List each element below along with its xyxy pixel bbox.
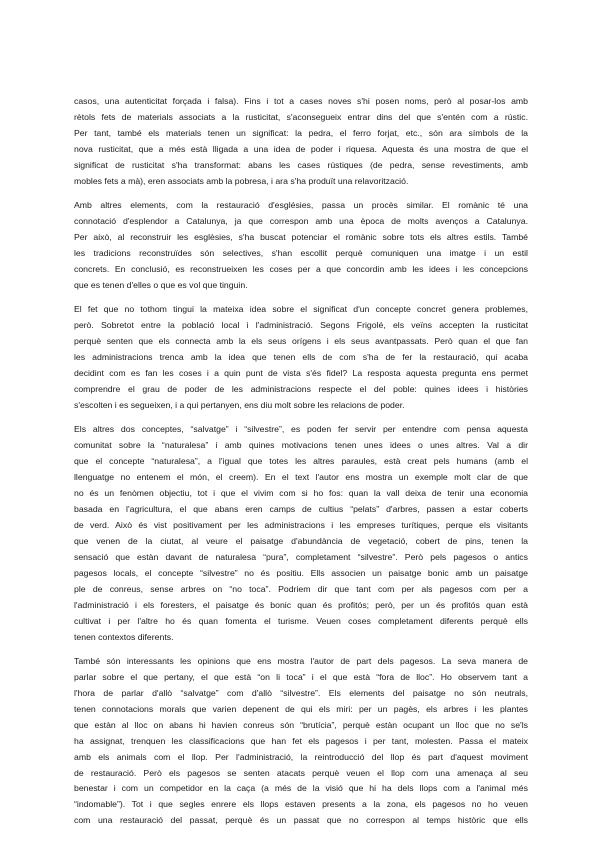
text-line: tenen connotacions morals que varien depenent de qui els miri: per un pagès, els arbres i les plantes [74, 703, 528, 714]
text-line: Els altres dos conceptes, “salvatge” i “silvestre”, es poden fer servir per entendre com pensa aquesta [74, 424, 528, 435]
text-line: parlar sobre el que pertany, el que està “on li toca” i el que està “fora de lloc”. Ho observem tant a [74, 671, 528, 682]
text-line: ple de conreus, sense arbres on “no toca”. Podriem dir que tant com per als pagesos com per a [74, 583, 528, 594]
text-line: “indomable”). Tot i que segles enrere els llops estaven presents a la zona, els pagesos no ho veuen [74, 799, 528, 810]
text-line: sensació que estàn davant de naturalesa “pura”, completament “silvestre”. Però pels pagesos o antics [74, 551, 528, 562]
text-line: l'administració i els foresters, el paisatge és bonic quan és profitós; però, per un és profitós quan està [74, 599, 528, 610]
text-line: de verd. Això és vist positivament per les administracions i les empreses turítiques, perque els visitants [74, 519, 528, 530]
text-line: que venen de la ciutat, al veure el paisatge d'abundància de vegetació, cobert de pins, tenen la [74, 535, 528, 546]
text-line: les administracions trenca amb la idea que tenen ells de com s'ha de fer la restauració, qui acaba [74, 352, 528, 363]
text-line: Per tant, també els materials tenen un significat: la pedra, el ferro forjat, etc., són ara símbols de la [74, 127, 528, 138]
text-line: comprendre el grau de poder de les administracions respecte el del poble: quines idees i històries [74, 383, 528, 394]
text-line: que estàn al lloc on abans hi havien conreus són “brutícia”, perquè estàn ocupant un lloc que no se'ls [74, 719, 528, 730]
text-line: cultivat i per l'altre ho és quan fomenta el turisme. Veuen coses completament diferents perquè ells [74, 615, 528, 626]
text-line: connotació d'esplendor a Catalunya, ja que correspon amb una època de molts avenços a Catalunya. [74, 216, 528, 227]
text-line: casos, una autenticitat forçada i falsa). Fins i tot a cases noves s'hi posen noms, però al posar-los amb [74, 96, 528, 106]
paragraph [74, 198, 528, 294]
text-line: l'hora de parlar d'allò “salvatge” com d'allò “silvestre”. Els elements del paisatge no són neutrals, [74, 687, 528, 698]
text-line: com una restauració del passat, perquè és un passat que no correspon al temps històric que ells [74, 815, 528, 826]
paragraph [74, 654, 528, 829]
text-line: significat de rusticitat s'ha transformat: abans les cases rústiques (de pedra, sense revestiments, amb [74, 159, 528, 170]
text-line: pagesos locals, el concepte “silvestre” no és positiu. Ells associen un paisatge bonic amb un paisatge [74, 567, 528, 578]
text-line: El fet que no tothom tingui la mateixa idea sobre el significat d'un concepte concret genera problemes, [74, 304, 528, 315]
text-line: benestar i com un competidor en la caça (a més de la visió que hi ha dels llops com a l'animal més [74, 783, 528, 794]
text-line: tenen contextos diferents. [74, 631, 174, 642]
text-line: amb els animals com el llop. Per l'administració, la reintroducció del llop és part d'aquest moviment [74, 751, 528, 762]
paragraph [74, 302, 528, 414]
text-line: comunitat sobre la “naturalesa” i amb quines motivacions tenen unes idees o unes altres. Val a dir [74, 440, 528, 451]
text-line: Per això, al reconstruir les esglèsies, s'ha buscat potenciar el romànic sobre tots els altres estils. També [74, 232, 528, 242]
text-line: basada en l'agricultura, el que abans eren camps de cultius “pelats” d'arbres, passen a estar coberts [74, 504, 528, 514]
text-line: Amb altres elements, com la restauració d'esglésies, passa un procès similar. El romànic té una [74, 200, 528, 211]
text-line: nova rusticitat, que a més està lligada a una idea de poder i riquesa. Aquesta és una mostra de que el [74, 143, 528, 154]
text-line: no és un fenòmen objectiu, tot i que el vivim com si ho fos: quan la vall deixa de tenir una economia [74, 488, 528, 499]
text-line: perquè senten que els connecta amb la els seus orígens i els seus avantpassats. Però quan el que fan [74, 336, 528, 347]
text-line: rètols fets de materials associats a la rusticitat, s'aconsegueix entrar dins del que s'entén com a rústic. [74, 111, 528, 122]
text-line: llenguatge no entenem el món, el creem). En el text l'autor ens mostra un exemple molt clar de que [74, 472, 528, 483]
paragraph [74, 422, 528, 645]
text-line: les tradicions reconstruïdes són selectives, s'han escollit perquè comuniquen una imatge i un estil [74, 247, 528, 258]
text-line: decidint com es fan les coses i a quin punt de vista s'és fidel? La resposta aquesta pregunta ens permet [74, 368, 528, 378]
text-line: ha assignat, trenquen les classificacions que han fet els pagesos i per tant, molesten. Passa el mateix [74, 735, 528, 746]
text-line: concrets. En conclusió, es reconstrueixen les coses per a que concordin amb les idees i les concepcions [74, 263, 528, 274]
text-line: però. Sobretot entre la població local i l'administració. Segons Frigolé, els veïns accepten la rusticitat [74, 320, 528, 331]
text-line: de restauració. Però els pagesos se senten atacats perquè veuen el llop com una amenaça al seu [74, 767, 528, 778]
paragraph [74, 94, 528, 190]
text-line: També són interessants les opinions que ens mostra l'autor de part dels pagesos. La seva manera de [74, 655, 528, 666]
text-line: mobles fets a mà), eren associats amb la pobresa, i ara s'ha produït una relavorització. [74, 175, 409, 186]
text-line: que es tenen d'elles o que es vol que tinguin. [74, 279, 248, 290]
text-line: s'escolten i es segueixen, i a qui pertanyen, ens diu molt sobre les relacions de poder. [74, 399, 405, 410]
text-line: que el concepte “naturalesa”, a l'igual que totes les altres paraules, està creat pels humans (amb el [74, 456, 528, 467]
body-text [74, 94, 528, 829]
